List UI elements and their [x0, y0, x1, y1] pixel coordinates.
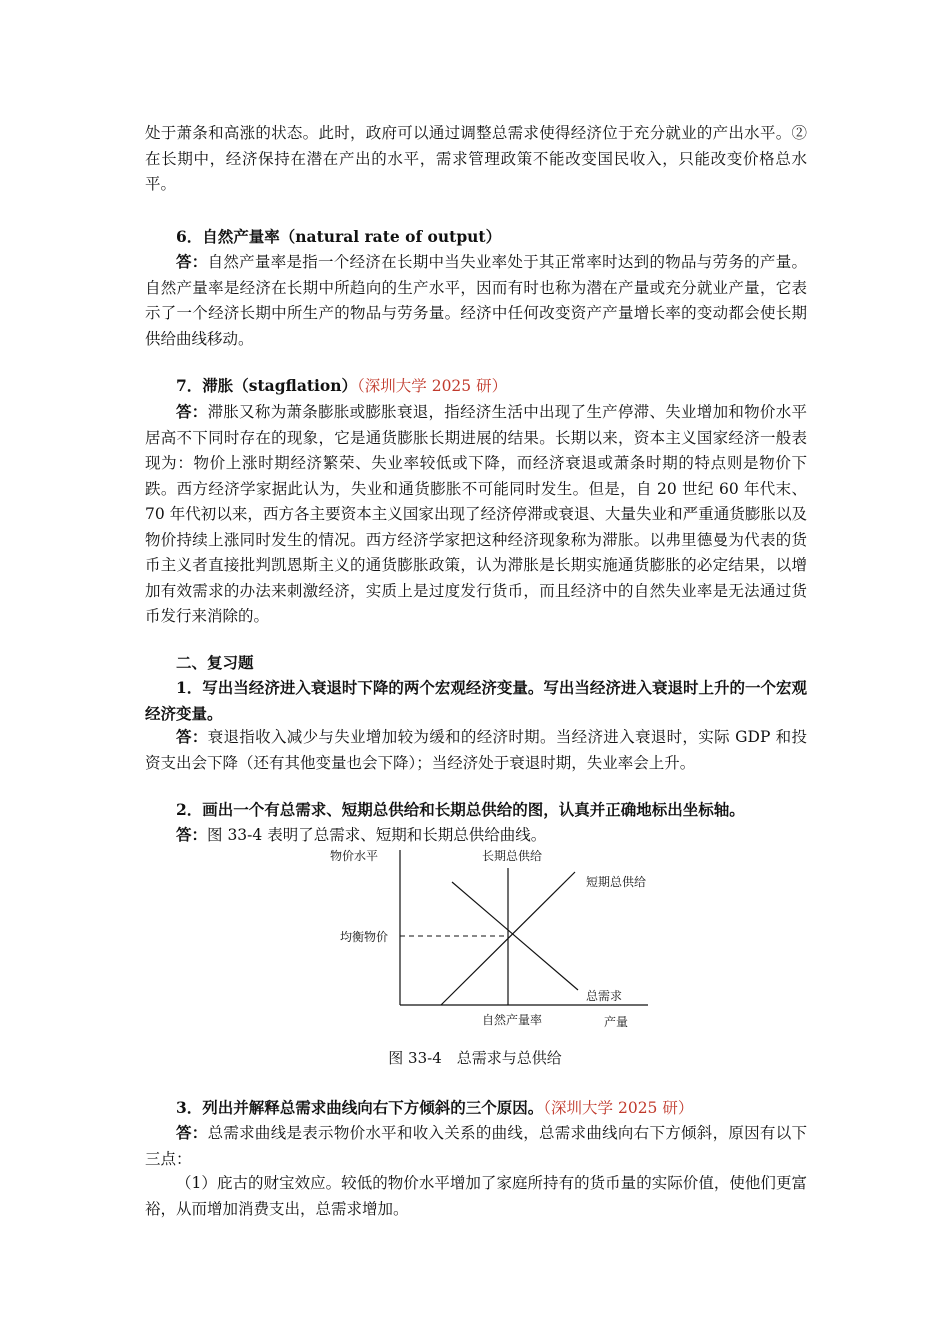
q3-answer: [145, 1120, 807, 1172]
q1-answer: [145, 724, 807, 776]
sras-label: 短期总供给: [586, 875, 647, 889]
ad-as-figure: [320, 840, 660, 1035]
natural-output-label: 自然产量率: [482, 1013, 543, 1027]
q1-question: 1．写出当经济进入衰退时下降的两个宏观经济变量。写出当经济进入衰退时上升的一个宏观经济变量。: [145, 678, 807, 723]
section2-title: 二、复习题: [176, 653, 254, 672]
answer-label: 答：: [176, 1123, 208, 1142]
q3-source: （深圳大学 2025 研）: [543, 1099, 694, 1117]
figure-caption: 图 33-4 总需求与总供给: [388, 1049, 562, 1067]
x-axis-label: 产量: [604, 1015, 629, 1029]
term6-answer-text: 自然产量率是指一个经济在长期中当失业率处于其正常率时达到的物品与劳务的产量。自然产量率是经济在长期中所趋向的生产水平，因而有时也称为潜在产量或充分就业产量，它表示了一个经济长期中所生产的物品与劳务量。经济中任何改变资产产量增长率的变动都会使长期供给曲线移动。: [145, 253, 807, 348]
eq-price-label: 均衡物价: [340, 930, 389, 944]
q1-answer-text: 衰退指收入减少与失业增加较为缓和的经济时期。当经济进入衰退时，实际 GDP 和投资支出会下降（还有其他变量也会下降）；当经济处于衰退时期，失业率会上升。: [145, 728, 807, 772]
q3-answer-text: 总需求曲线是表示物价水平和收入关系的曲线，总需求曲线向右下方倾斜，原因有以下三点：: [145, 1124, 807, 1168]
answer-label: 答：: [176, 727, 208, 746]
term7-answer: [145, 399, 807, 630]
ad-label: 总需求: [586, 989, 623, 1003]
answer-label: 答：: [176, 402, 208, 421]
term7-source: （深圳大学 2025 研）: [357, 377, 508, 395]
lras-label: 长期总供给: [482, 849, 543, 863]
term7-heading-line: [145, 373, 807, 400]
q2-question: 2．画出一个有总需求、短期总供给和长期总供给的图，认真并正确地标出坐标轴。: [176, 800, 745, 819]
term7-heading: 7．滞胀（stagflation）: [176, 376, 358, 395]
intro-paragraph: 处于萧条和高涨的状态。此时，政府可以通过调整总需求使得经济位于充分就业的产出水平。②在长期中，经济保持在潜在产出的水平，需求管理政策不能改变国民收入，只能改变价格总水平。: [145, 124, 807, 193]
q3-question: 3．列出并解释总需求曲线向右下方倾斜的三个原因。: [176, 1098, 544, 1117]
y-axis-label: 物价水平: [330, 849, 379, 863]
term7-answer-text: 滞胀又称为萧条膨胀或膨胀衰退，指经济生活中出现了生产停滞、失业增加和物价水平居高不下同时存在的现象，它是通货膨胀长期进展的结果。长期以来，资本主义国家经济一般表现为：物价上涨时期经济繁荣、失业率较低或下降，而经济衰退或萧条时期的特点则是物价下跌。西方经济学家据此认为，失业和通货膨胀不可能同时发生。但是，自 20 世纪 60 年代末、70 年代初以来，西方各主要资本主义国家出现了经济停滞或衰退、大量失业和严重通货膨胀以及物价持续上涨同时发生的情况。西方经济学家把这种经济现象称为滞胀。以弗里德曼为代表的货币主义者直接批判凯恩斯主义的通货膨胀政策，认为滞胀是长期实施通货膨胀的必定结果，以增加有效需求的办法来刺激经济，实质上是过度发行货币，而且经济中的自然失业率是无法通过货币发行来消除的。: [145, 403, 807, 625]
term6-heading: 6．自然产量率（natural rate of output）: [176, 227, 502, 246]
answer-label: 答：: [176, 252, 208, 271]
q2-answer-text: 图 33-4 表明了总需求、短期和长期总供给曲线。: [207, 826, 547, 844]
term6-answer: [145, 249, 807, 352]
q3-point1: （1）庇古的财宝效应。较低的物价水平增加了家庭所持有的货币量的实际价值，使他们更富裕，从而增加消费支出，总需求增加。: [145, 1174, 807, 1218]
answer-label: 答：: [176, 825, 208, 844]
ad-line: [452, 882, 578, 990]
q3-heading-line: [145, 1095, 807, 1122]
